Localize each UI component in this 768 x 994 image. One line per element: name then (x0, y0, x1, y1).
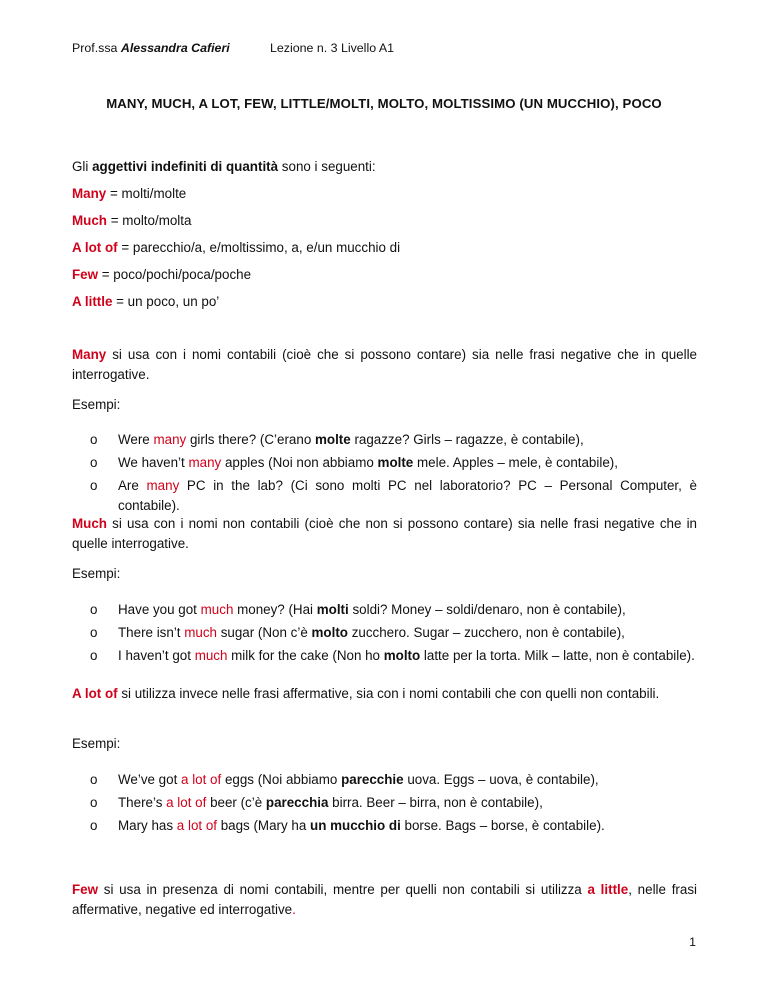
definition-line: Many = molti/molte (72, 186, 187, 201)
page-number: 1 (689, 935, 696, 949)
examples-label: Esempi: (72, 566, 121, 581)
examples-list-much (90, 600, 697, 669)
header-author-prefix: Prof.ssa (72, 41, 121, 55)
definition-line: Much = molto/molta (72, 213, 192, 228)
rule-paragraph-much: Much si usa con i nomi non contabili (cioè che non si possono contare) sia nelle frasi negative che in quelle interrogative. (72, 516, 697, 551)
list-item: o There isn’t much sugar (Non c’è molto zucchero. Sugar – zucchero, non è contabile), (90, 625, 625, 640)
definition-line: A lot of = parecchio/a, e/moltissimo, a, e/un mucchio di (72, 240, 401, 255)
definition-term: A lot of (72, 240, 118, 255)
list-item: o There’s a lot of beer (c’è parecchia birra. Beer – birra, non è contabile), (90, 795, 543, 810)
rule-paragraph-a-lot-of: A lot of si utilizza invece nelle frasi affermative, sia con i nomi contabili che con quelli non contabili. (72, 686, 660, 701)
examples-list-a-lot-of (90, 770, 697, 839)
examples-list-many (90, 430, 697, 519)
list-item: o We’ve got a lot of eggs (Noi abbiamo parecchie uova. Eggs – uova, è contabile), (90, 772, 599, 787)
definition-term: Much (72, 213, 107, 228)
list-item: o Are many PC in the lab? (Ci sono molti PC nel laboratorio? PC – Personal Computer, è contabile). (90, 478, 697, 513)
definition-term: Few (72, 267, 99, 282)
list-item: o Mary has a lot of bags (Mary ha un mucchio di borse. Bags – borse, è contabile). (90, 818, 605, 833)
list-item: o I haven’t got much milk for the cake (Non ho molto latte per la torta. Milk – latte, non è contabile). (90, 648, 695, 663)
page-header (72, 41, 394, 55)
examples-label: Esempi: (72, 397, 121, 412)
list-item: o Have you got much money? (Hai molti soldi? Money – soldi/denaro, non è contabile), (90, 602, 626, 617)
definition-term: Many (72, 186, 107, 201)
rule-paragraph-many: Many si usa con i nomi contabili (cioè che si possono contare) sia nelle frasi negative che in quelle interrogative. (72, 347, 697, 382)
examples-label: Esempi: (72, 736, 121, 751)
list-item: o Were many girls there? (C’erano molte ragazze? Girls – ragazze, è contabile), (90, 432, 584, 447)
definition-line: A little = un poco, un po’ (72, 294, 220, 309)
rule-paragraph-few: Few si usa in presenza di nomi contabili, mentre per quelli non contabili si utilizza a little, nelle frasi affermative, negative ed interrogative. (72, 882, 697, 917)
header-lesson: Lezione n. 3 Livello A1 (270, 41, 394, 55)
definition-line: Few = poco/pochi/poca/poche (72, 267, 252, 282)
document-title: MANY, MUCH, A LOT, FEW, LITTLE/MOLTI, MOLTO, MOLTISSIMO (UN MUCCHIO), POCO (106, 96, 662, 111)
intro-bold: aggettivi indefiniti di quantità (92, 159, 279, 174)
header-author-name: Alessandra Cafieri (120, 41, 230, 55)
definition-term: A little (72, 294, 113, 309)
intro-line: Gli aggettivi indefiniti di quantità sono i seguenti: (72, 159, 376, 174)
list-item: o We haven’t many apples (Noi non abbiamo molte mele. Apples – mele, è contabile), (90, 455, 618, 470)
